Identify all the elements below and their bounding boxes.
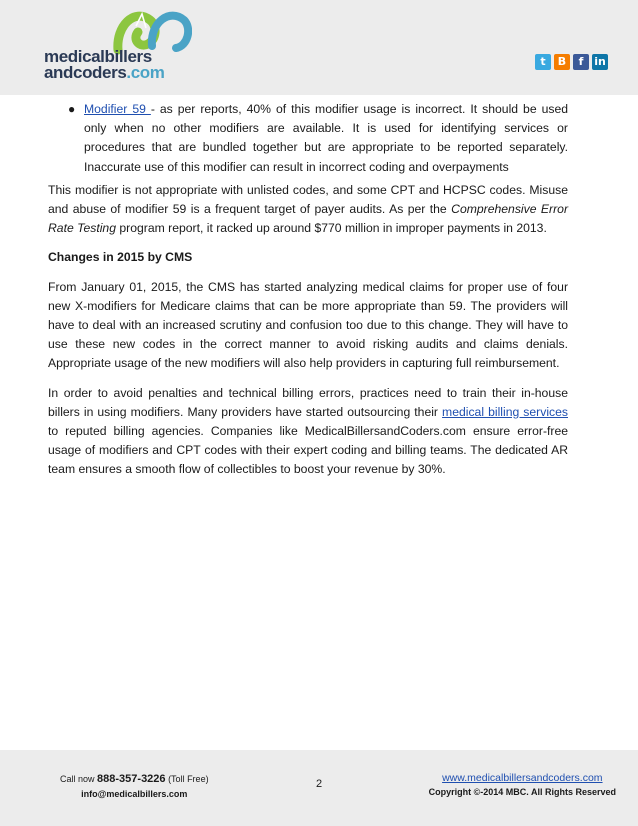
copyright-text: Copyright ©-2014 MBC. All Rights Reserved <box>428 787 616 797</box>
twitter-icon[interactable]: t <box>535 54 551 70</box>
website-link[interactable]: www.medicalbillersandcoders.com <box>442 772 603 784</box>
phone-number[interactable]: 888-357-3226 <box>97 773 166 785</box>
paragraph-1-text-a: This modifier is not appropriate with unlisted codes, and some CPT and HCPSC codes. Misuse and abuse of modifier 59 is a frequent target of payer audits. As per the <box>48 182 568 217</box>
paragraph-3 <box>48 384 568 480</box>
cert-program-name: Comprehensive Error Rate Testing <box>48 202 569 236</box>
logo-line-1: medicalbillers <box>44 47 152 66</box>
logo-wordmark <box>44 49 164 81</box>
logo-dotcom: .com <box>126 63 165 82</box>
page-footer <box>0 750 638 826</box>
logo-line-2-text: andcoders <box>44 63 127 82</box>
footer-contact <box>60 773 209 799</box>
page-header <box>0 0 638 95</box>
page-number: 2 <box>316 778 323 790</box>
bullet-item-modifier-59 <box>48 100 568 177</box>
logo-line-2 <box>44 65 164 81</box>
bullet-icon: ● <box>68 102 76 116</box>
document-body <box>48 100 568 490</box>
company-logo[interactable] <box>44 6 234 90</box>
modifier-59-link[interactable]: Modifier 59 <box>84 102 151 116</box>
facebook-icon[interactable]: f <box>573 54 589 70</box>
linkedin-icon[interactable]: in <box>592 54 608 70</box>
blogger-icon[interactable]: B <box>554 54 570 70</box>
paragraph-3-text-a: In order to avoid penalties and technical billing errors, practices need to train their in-house billers in using modifiers. Many providers have started outsourcing their <box>48 385 568 419</box>
footer-email[interactable]: info@medicalbillers.com <box>81 789 188 799</box>
bullet-text: - as per reports, 40% of this modifier usage is incorrect. It should be used only when no other modifiers are available. It is used for identifying services or procedures that are bundled together but are appropriate to be reported separately. Inaccurate use of this modifier can result in incorrect coding and overpayments <box>84 102 568 174</box>
medical-billing-services-link[interactable]: medical billing services <box>442 404 568 419</box>
paragraph-3-text-b: to reputed billing agencies. Companies like MedicalBillersandCoders.com ensure error-free usage of modifiers and CPT codes with their expert coding and billing teams. The dedicated AR team ensures a smooth flow of collectibles to boost your revenue by 30%. <box>48 424 568 477</box>
paragraph-1-text-b: program report, it racked up around $770 million in improper payments in 2013. <box>115 221 547 236</box>
footer-site <box>429 772 616 797</box>
social-icons <box>535 54 608 70</box>
toll-free-label: (Toll Free) <box>168 774 209 784</box>
section-heading: Changes in 2015 by CMS <box>48 250 193 265</box>
call-now-label: Call now <box>60 774 95 784</box>
paragraph-2: From January 01, 2015, the CMS has started analyzing medical claims for proper use of four new X-modifiers for Medicare claims that can be more appropriate than 59. The providers will have to deal with an increased scrutiny and confusion too due to this change. They will have to use these new codes in the correct manner to avoid risking audits and claims denials. Appropriate usage of the new modifiers will also help providers in capturing full reimbursement. <box>48 279 568 371</box>
paragraph-1 <box>48 181 568 239</box>
